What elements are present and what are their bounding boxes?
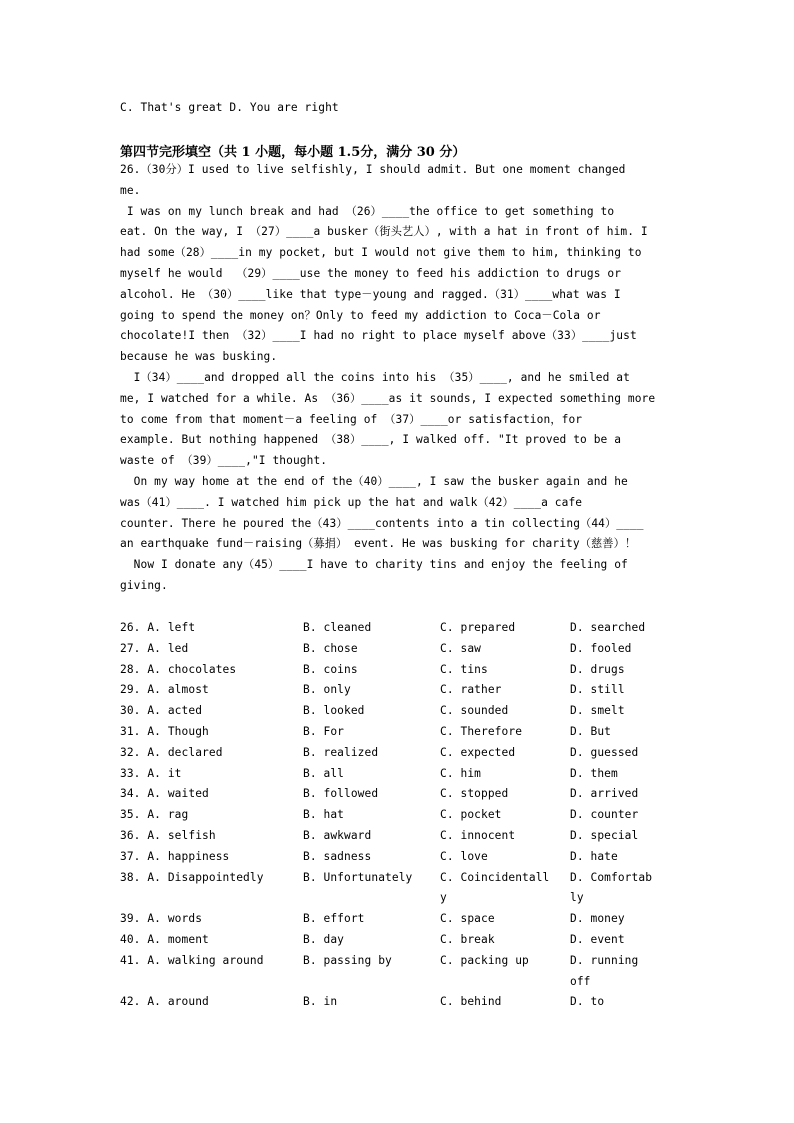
option-d-line: D. Comfortab [570, 870, 653, 884]
option-d: D. guessed [570, 745, 639, 759]
option-c: C. pocket [440, 808, 502, 822]
passage-line: an earthquake fund－raising（募捐） event. He was busking for charity（慈善）！ [120, 537, 637, 551]
option-row [120, 871, 680, 913]
option-b: B. all [303, 766, 345, 780]
option-b: B. sadness [303, 849, 372, 863]
section-heading: 第四节完形填空（共 1 小题，每小题 1.5分，满分 30 分） [120, 145, 466, 160]
option-b: B. day [303, 932, 345, 946]
option-a: 35. A. rag [120, 808, 189, 822]
option-row [120, 621, 680, 642]
option-row [120, 663, 680, 684]
option-a: 33. A. it [120, 766, 182, 780]
passage-line: had some（28）____in my pocket, but I would not give them to him, thinking to [120, 246, 642, 260]
option-c: C. stopped [440, 787, 509, 801]
option-d [570, 954, 680, 996]
option-a: 26. A. left [120, 621, 196, 634]
passage-line: On my way home at the end of the（40）____, I saw the busker again and he [120, 474, 628, 488]
option-d: D. But [570, 724, 612, 738]
passage-line: to come from that moment－a feeling of （37）____or satisfaction，for [120, 412, 583, 426]
option-d: D. to [570, 995, 605, 1009]
option-a: 41. A. walking around [120, 953, 264, 967]
option-row [120, 704, 680, 725]
option-c: C. expected [440, 745, 516, 759]
passage-line: waste of （39）____,"I thought. [120, 454, 328, 468]
option-d: D. fooled [570, 641, 632, 655]
option-row [120, 808, 680, 829]
passage-line: was（41）____. I watched him pick up the hat and walk（42）____a cafe [120, 495, 583, 509]
option-row [120, 725, 680, 746]
option-row [120, 683, 680, 704]
option-c: C. saw [440, 641, 482, 655]
option-b: B. only [303, 683, 351, 697]
option-d: D. smelt [570, 704, 625, 718]
option-row [120, 933, 680, 954]
passage-line: myself he would （29）____use the money to feed his addiction to drugs or [120, 266, 622, 280]
passage-line: alcohol. He （30）____like that type－young and ragged.（31）____what was I [120, 287, 621, 301]
option-d: D. searched [570, 621, 646, 634]
passage-line: example. But nothing happened （38）____, I walked off. "It proved to be a [120, 433, 622, 447]
option-d: D. still [570, 683, 625, 697]
option-a: 32. A. declared [120, 745, 223, 759]
passage-line: me, I watched for a while. As （36）____as it sounds, I expected something more [120, 391, 656, 405]
option-c: C. innocent [440, 828, 516, 842]
option-row [120, 829, 680, 850]
option-b: B. effort [303, 912, 365, 926]
option-row [120, 912, 680, 933]
option-d-line: off [570, 974, 591, 988]
option-d [570, 871, 680, 913]
option-a: 38. A. Disappointedly [120, 870, 264, 884]
option-a: 42. A. around [120, 995, 209, 1009]
option-d: D. special [570, 828, 639, 842]
passage-line: going to spend the money on？Only to feed my addiction to Coca－Cola or [120, 308, 601, 322]
answer-options-table [120, 621, 680, 1016]
passage-line: because he was busking. [120, 350, 278, 364]
option-a: 40. A. moment [120, 932, 209, 946]
option-a: 31. A. Though [120, 724, 209, 738]
option-row [120, 787, 680, 808]
option-d: D. arrived [570, 787, 639, 801]
option-row [120, 767, 680, 788]
option-a: 28. A. chocolates [120, 662, 237, 676]
option-row [120, 642, 680, 663]
passage-line: giving. [120, 578, 168, 592]
option-c: C. behind [440, 995, 502, 1009]
option-d: D. them [570, 766, 618, 780]
option-b: B. followed [303, 787, 379, 801]
option-d: D. money [570, 912, 625, 926]
option-b: B. realized [303, 745, 379, 759]
passage-line: I（34）____and dropped all the coins into his （35）____, and he smiled at [120, 370, 630, 384]
passage-line: chocolate!I then （32）____I had no right to place myself above（33）____just [120, 329, 637, 343]
option-d: D. hate [570, 849, 618, 863]
passage-line: 26.（30分）I used to live selfishly, I should admit. But one moment changed [120, 163, 626, 176]
option-b: B. Unfortunately [303, 870, 413, 884]
option-c: C. rather [440, 683, 502, 697]
option-b: B. awkward [303, 828, 372, 842]
option-a: 27. A. led [120, 641, 189, 655]
option-b: B. looked [303, 704, 365, 718]
option-c: C. break [440, 932, 495, 946]
option-d-line: ly [570, 891, 584, 905]
cloze-passage [120, 163, 676, 600]
option-d-line: D. running [570, 953, 639, 967]
option-c: C. prepared [440, 621, 516, 634]
passage-line: counter. There he poured the（43）____contents into a tin collecting（44）____ [120, 516, 644, 530]
option-a: 29. A. almost [120, 683, 209, 697]
option-b: B. in [303, 995, 338, 1009]
option-b: B. cleaned [303, 621, 372, 634]
option-c [440, 871, 570, 913]
option-b: B. passing by [303, 953, 392, 967]
option-row [120, 995, 680, 1016]
option-a: 39. A. words [120, 912, 203, 926]
option-a: 36. A. selfish [120, 828, 216, 842]
option-c: C. him [440, 766, 482, 780]
option-a: 30. A. acted [120, 704, 203, 718]
option-a: 37. A. happiness [120, 849, 230, 863]
option-b: B. chose [303, 641, 358, 655]
option-d: D. counter [570, 808, 639, 822]
passage-line: Now I donate any（45）____I have to charity tins and enjoy the feeling of [120, 558, 628, 572]
option-c-line: C. Coincidentall [440, 870, 550, 884]
option-b: B. coins [303, 662, 358, 676]
option-c-line: y [440, 891, 447, 905]
option-c: C. sounded [440, 704, 509, 718]
option-c: C. Therefore [440, 724, 523, 738]
passage-line: I was on my lunch break and had （26）____the office to get something to [120, 204, 615, 218]
option-c: C. space [440, 912, 495, 926]
passage-line: me. [120, 183, 141, 197]
previous-question-options: C. That's great D. You are right [120, 101, 339, 114]
option-row [120, 954, 680, 996]
option-b: B. For [303, 724, 345, 738]
option-b: B. hat [303, 808, 345, 822]
option-row [120, 746, 680, 767]
option-c: C. tins [440, 662, 488, 676]
passage-line: eat. On the way, I （27）____a busker（街头艺人）, with a hat in front of him. I [120, 225, 648, 239]
option-d: D. event [570, 932, 625, 946]
option-a: 34. A. waited [120, 787, 209, 801]
option-c: C. packing up [440, 953, 529, 967]
option-d: D. drugs [570, 662, 625, 676]
option-c: C. love [440, 849, 488, 863]
option-row [120, 850, 680, 871]
